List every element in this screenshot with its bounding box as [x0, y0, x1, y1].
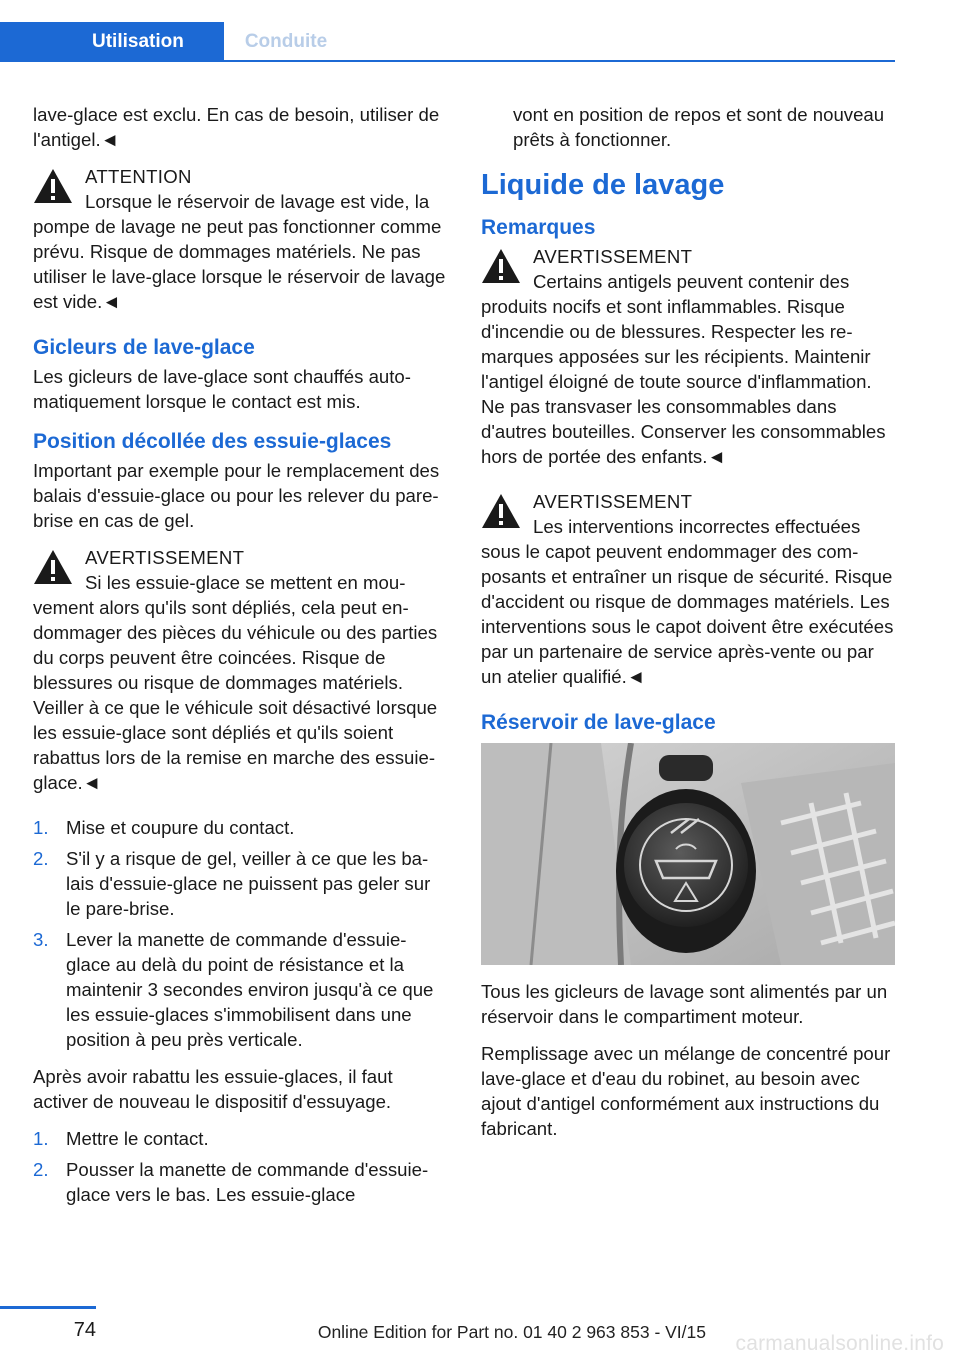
step-text: S'il y a risque de gel, veiller à ce que les balais d'essuie-glace ne puissent pas geler sur le pare-brise. — [66, 848, 431, 919]
warning-title: ATTENTION — [85, 166, 192, 187]
left-column — [33, 102, 447, 1219]
heading-remarques: Remarques — [481, 216, 596, 239]
attention-box — [33, 164, 447, 314]
footer-rule — [0, 1306, 96, 1309]
intro-paragraph: lave-glace est exclu. En cas de besoin, utiliser de l'antigel.◄ — [33, 104, 440, 150]
heading-reservoir: Réservoir de lave-glace — [481, 711, 716, 734]
warning-body: Certains antigels peuvent contenir des produits nocifs et sont inflammables. Risque d'incendie ou de blessures. Respecter les remarques apposées sur les récipients. Maintenir l'antigel éloigné de toute source d'inflammation. Ne pas transvaser les consommables dans d'autres bouteilles. Conserver les consommables hors de portée des enfants.◄ — [481, 271, 886, 467]
step-number: 1. — [33, 1128, 49, 1149]
heading-gicleurs: Gicleurs de lave-glace — [33, 336, 255, 359]
step-text: Lever la manette de commande d'essuie-glace au delà du point de résistance et la maintenir 3 secondes environ jusqu'à ce que les essuie-glaces s'immobilisent dans une position à peu près verticale. — [66, 929, 434, 1050]
step-text: Pousser la manette de commande d'essuie-glace vers le bas. Les essuie-glace — [66, 1159, 429, 1205]
right-column — [481, 102, 895, 1153]
position-paragraph: Important par exemple pour le remplacement des balais d'essuie-glace ou pour les relever du pare-brise en cas de gel. — [33, 460, 440, 531]
remplissage-paragraph: Remplissage avec un mélange de concentré pour lave-glace et d'eau du robinet, au besoin avec ajout d'antigel conformément aux instructions du fabricant. — [481, 1043, 891, 1139]
list-item — [33, 846, 447, 921]
step-number: 3. — [33, 929, 49, 950]
list-item — [33, 927, 447, 1052]
warning-box — [481, 244, 895, 469]
warning-triangle-icon — [481, 248, 521, 284]
step-text: Mettre le contact. — [66, 1128, 209, 1149]
steps-list-2 — [33, 1126, 447, 1207]
list-item — [33, 1157, 447, 1207]
warning-body: Les interventions incorrectes effectuées sous le capot peuvent endommager des composants et entraîner un risque de sécurité. Risque d'accident ou risque de dommages matériels. Les interventions sous le capot doivent être exécutées par un partenaire de service après-vente ou par un atelier qualifié.◄ — [481, 516, 894, 687]
step-text: Mise et coupure du contact. — [66, 817, 295, 838]
warning-triangle-icon — [33, 549, 73, 585]
warning-box — [33, 545, 447, 795]
warning-box — [481, 489, 895, 689]
chapter-tabs — [0, 22, 895, 62]
heading-liquide: Liquide de lavage — [481, 169, 725, 201]
list-item — [33, 815, 447, 840]
header-rule — [0, 60, 895, 62]
step-number: 2. — [33, 1159, 49, 1180]
warning-triangle-icon — [33, 168, 73, 204]
apres-paragraph: Après avoir rabattu les essuie-glaces, il faut activer de nouveau le dispositif d'essuyage. — [33, 1066, 393, 1112]
tab-conduite[interactable]: Conduite — [244, 31, 328, 52]
heading-position: Position décollée des essuie-glaces — [33, 430, 392, 453]
steps-list-1 — [33, 815, 447, 1052]
warning-title: AVERTISSEMENT — [533, 491, 693, 512]
washer-fluid-cap-photo — [481, 743, 895, 965]
warning-triangle-icon — [481, 493, 521, 529]
warning-title: AVERTISSEMENT — [85, 547, 245, 568]
step-number: 2. — [33, 848, 49, 869]
tab-utilisation[interactable]: Utilisation — [0, 22, 224, 62]
warning-title: AVERTISSEMENT — [533, 246, 693, 267]
list-item — [33, 1126, 447, 1151]
continued-paragraph: vont en position de repos et sont de nouveau prêts à fonctionner. — [513, 104, 885, 150]
watermark: carmanualsonline.info — [735, 1332, 944, 1355]
warning-body: Si les essuie-glace se mettent en mouvement alors qu'ils sont dépliés, cela peut endommager des pièces du véhicule ou des parties du corps peuvent être coincées. Risque de blessures ou risque de dommages matériels. Veiller à ce que le véhicule soit désactivé lorsque les essuie-glace sont dépliés et qu'ils soient rabattus lors de la remise en marche des essuie-glace.◄ — [33, 572, 438, 793]
gicleurs-paragraph: Les gicleurs de lave-glace sont chauffés automatiquement lorsque le contact est mis. — [33, 366, 411, 412]
edition-note: Online Edition for Part no. 01 40 2 963 853 - VI/15 — [317, 1322, 706, 1342]
page-number: 74 — [73, 1319, 96, 1341]
tous-paragraph: Tous les gicleurs de lavage sont alimentés par un réservoir dans le compartiment moteur. — [481, 981, 888, 1027]
warning-body: Lorsque le réservoir de lavage est vide, la pompe de lavage ne peut pas fonctionner comme prévu. Risque de dommages matériels. Ne pas utiliser le lave-glace lorsque le réservoir de lavage est vide.◄ — [33, 191, 446, 312]
step-number: 1. — [33, 817, 49, 838]
